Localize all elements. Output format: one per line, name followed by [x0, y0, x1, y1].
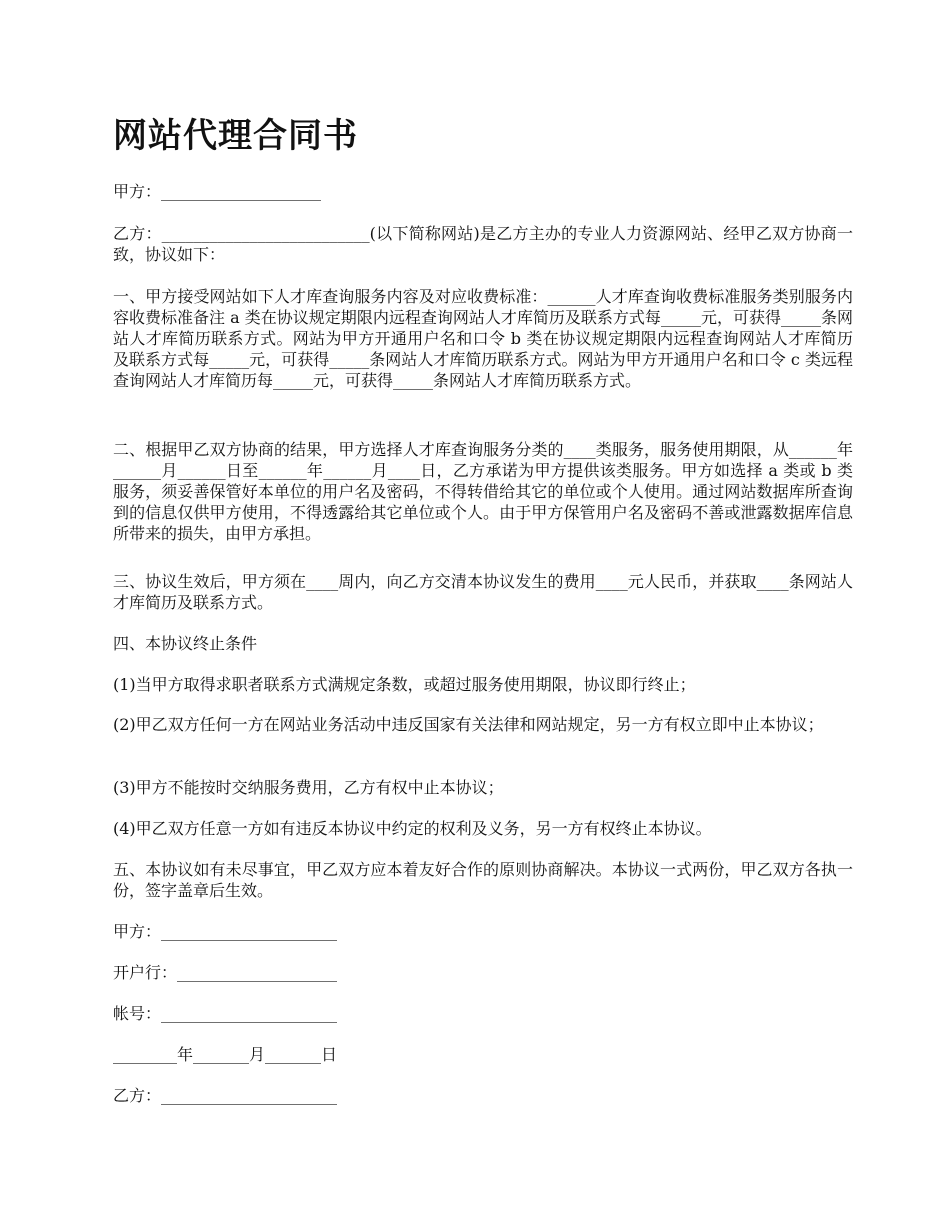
party-b-intro: 乙方：__________________________(以下简称网站)是乙方主办的专业人力资源网站、经甲乙双方协商一致，协议如下：: [113, 224, 853, 264]
clause-4-heading: 四、本协议终止条件: [113, 634, 258, 653]
termination-item-2: (2)甲乙双方任何一方在网站业务活动中违反国家有关法律和网站规定，另一方有权立即中止本协议；: [113, 715, 824, 734]
signature-bank: 开户行：____________________: [113, 963, 338, 982]
termination-item-1: (1)当甲方取得求职者联系方式满规定条数，或超过服务使用期限，协议即行终止；: [113, 675, 696, 694]
party-a-line: 甲方：____________________: [113, 182, 322, 201]
signature-party-a: 甲方：______________________: [113, 922, 338, 941]
signature-account: 帐号：______________________: [113, 1004, 338, 1023]
clause-3: 三、协议生效后，甲方须在____周内，向乙方交清本协议发生的费用____元人民币，并获取____条网站人才库简历及联系方式。: [113, 572, 853, 612]
clause-2: 二、根据甲乙双方协商的结果，甲方选择人才库查询服务分类的____类服务，服务使用期限，从______年______月______日至______年______月____日，乙方承诺为甲方提供该类服务。甲方如选择 a 类或 b 类服务，须妥善保管好本单位的用户名及密码，不得转借给其它的单位或个人使用。通过网站数据库所查询到的信息仅供甲方使用，不得透露给其它单位或个人。由于甲方保管用户名及密码不善或泄露数据库信息所带来的损失，由甲方承担。: [113, 440, 853, 543]
signature-party-b: 乙方：______________________: [113, 1086, 338, 1105]
termination-item-3: (3)甲方不能按时交纳服务费用，乙方有权中止本协议；: [113, 778, 504, 797]
document-title: 网站代理合同书: [113, 116, 358, 156]
clause-5: 五、本协议如有未尽事宜，甲乙双方应本着友好合作的原则协商解决。本协议一式两份，甲乙双方各执一份，签字盖章后生效。: [113, 860, 853, 900]
clause-1: 一、甲方接受网站如下人才库查询服务内容及对应收费标准：______人才库查询收费标准服务类别服务内容收费标准备注 a 类在协议规定期限内远程查询网站人才库简历及联系方式每_____元，可获得_____条网站人才库简历联系方式。网站为甲方开通用户名和口令 b 类在协议规定期限内远程查询网站人才库简历及联系方式每_____元，可获得_____条网站人才库简历联系方式。网站为甲方开通用户名和口令 c 类远程查询网站人才库简历每_____元，可获得_____条网站人才库简历联系方式。: [113, 287, 853, 390]
signature-date: ________年_______月_______日: [113, 1045, 338, 1064]
termination-item-4: (4)甲乙双方任意一方如有违反本协议中约定的权利及义务，另一方有权终止本协议。: [113, 819, 712, 838]
